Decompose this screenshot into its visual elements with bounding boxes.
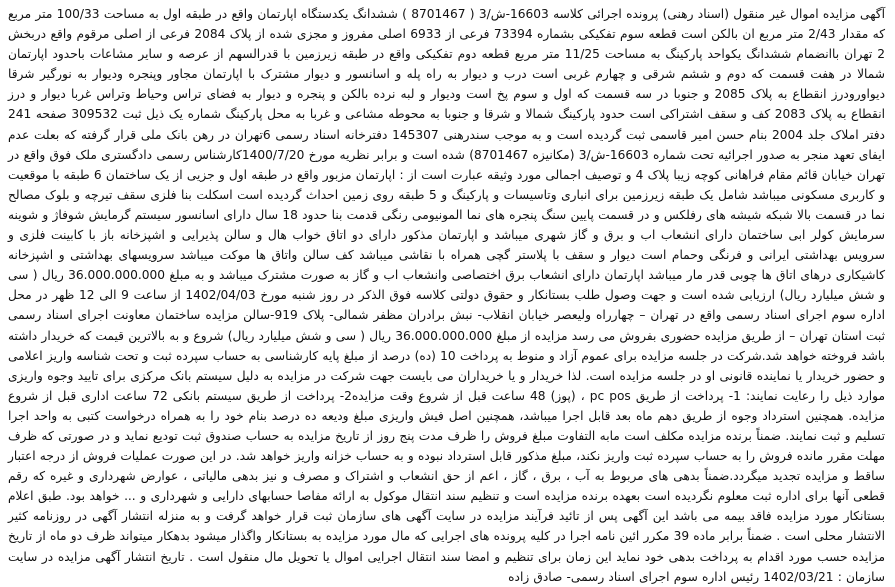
notice-body-text: آگهی مزایده اموال غیر منقول (اسناد رهنی) پرونده اجرائی کلاسه 16603-ش/3 ( 8701467 ) ششدانگ یکدستگاه اپارتمان واقع در طبقه اول به مساحت 100/33 متر مربع که مقدار 2/43 متر مربع ان بالکن است قطعه سوم تفکیکی بشماره 73394 فرعی از 6933 اصلی مفروز و مجزی شده از پلاک 2084 فرعی از اصلی مرقوم واقع دربخش 2 تهران باانضمام ششدانگ یکواحد پارکینگ به مساحت 11/25 متر مربع قطعه دوم تفکیکی واقع در طبقه زیرزمین با قدرالسهم از عرصه و سایر مشاعات باحدود اپارتمان شمالا در هفت قسمت که دوم و ششم شرقی و چهارم غربی است درب و دیوار به راه پله و اسانسور و دیوار مشترک با اپارتمان مجاور وپنجره ودیوار به نورگیر شرقا دیواورودرز انقطاع به پلاک 2085 و جنوبا در سه قسمت که اول و سوم پخ است ودیوار و لبه نرده بالکن و پنجره و دیوار به فضای تراس وحیاط وتراس غربا دیوار و درز انقطاع به پلاک 2083 کف و سقف اشتراکی است حدود پارکینگ شمالا و شرقا و جنوبا به محوطه مشاعی و غربا به محل پارکینگ شماره یک ذیل ثبت 309532 صفحه 241 دفتر املاک جلد 2004 بنام حسن امیر قاسمی ثبت گردیده است و به موجب سندرهنی 145307 دفترخانه اسناد رسمی 6تهران در رهن بانک ملی قرار گرفته که بعلت عدم ایفای تعهد منجر به صدور اجرائیه تحت شماره 16603-ش/3 (مکانیزه 8701467) شده است و برابر نظریه مورخ 1400/7/20کارشناس رسمی دادگستری ملک فوق واقع در تهران خیابان قائم مقام فراهانی کوچه زیبا پلاک 4 و توصیف اجمالی مورد وثیقه عبارت است از : اپارتمان مزبور واقع در طبقه اول و جزیی از یک ساختمان 6 طبقه با موقعیت و کاربری مسکونی میباشد شامل یک طبقه زیرزمین برای انباری وتاسیسات و پارکینگ و 5 طبقه روی زمین احداث گردیده است اسکلت بنا فلزی سقف تیرچه و بلوک مصالح نما در قسمت بالا شبکه شیشه های رفلکس و در قسمت پایین سنگ پنجره های نما المونیومی رنگی قدمت بنا حدود 18 سال دارای اسانسور سیستم گرمایش شوفاژ و شوینه سرمایش کولر ابی ساختمان دارای انشعاب اب و برق و گاز شهری میباشد و اپارتمان مذکور دارای دو اتاق خواب هال و سالن پذیرایی و اشپزخانه باز با کابینت فلزی و سرویس بهداشتی ایرانی و فرنگی وحمام است دیوار و سقف با پلاستر گچی همراه با نقاشی میباشد کف سالن واتاق ها موکت میباشد سرویسهای بهداشتی و اشپزخانه کاشیکاری درهای اتاق ها چوبی قدر مار میباشد اپارتمان دارای انشعاب برق اختصاصی وانشعاب اب و گاز به صورت مشترک میباشد و به مبلغ 36.000.000.000 ریال ( سی و شش میلیارد ریال) ارزیابی شده است و جهت وصول طلب بستانکار و حقوق دولتی کلاسه فوق الذکر در روز شنبه مورخ 1402/04/03 از ساعت 9 الی 12 ظهر در محل اداره سوم اجرای اسناد رسمی واقع در تهران – چهارراه ولیعصر خیابان انقلاب- نبش برادران مظفر شمالی- پلاک 919-سالن مزایده ساختمان معاونت اجرای اسناد رسمی ثبت استان تهران – از طریق مزایده حضوری بفروش می رسد مزایده از مبلغ 36.000.000.000 ریال ( سی و شش میلیارد ریال) شروع و به بالاترین قیمت که خریدار داشته باشد فروخته خواهد شد.شرکت در جلسه مزایده برای عموم آزاد و منوط به پرداخت 10 (ده) درصد از مبلغ پایه کارشناسی به حساب سپرده ثبت و تحت شناسه واریز اعلامی و حضور خریدار یا نماینده قانونی او در جلسه مزایده است. لذا خریدار و یا خریداران می بایست جهت شرکت در مزایده به دلیل سیستم بانک مرکزی برای تایید وجوه واریزی موارد ذیل را رعایت نمایند: 1- پرداخت از طریق pc pos ، (پوز) 48 ساعت قبل از شروع وقت مزایده2- پرداخت از طریق سیستم بانکی 72 ساعت اداری قبل از شروع مزایده. همچنین استرداد وجوه از طریق دهم ماه بعد قابل اجرا میباشد، همچنین اصل فیش واریزی مبلغ ودیعه ده درصد بنام خود را به همراه درخواست کتبی به واحد اجرا تسلیم و ثبت نمایند. ضمناً برنده مزایده مکلف است مابه التفاوت مبلغ فروش را ظرف مدت پنج روز از تاریخ مزایده به حساب صندوق ثبت تودیع نماید و در صورتی که ظرف مهلت مقرر مانده فروش را به حساب سپرده ثبت واریز نکند، مبلغ مذکور قابل استرداد نبوده و به حساب خزانه واریز خواهد شد. در این صورت عملیات فروش از درجه اعتبار ساقط و مزایده تجدید میگردد.ضمناً بدهی های مربوط به آب ، برق ، گاز ، اعم از حق انشعاب و اشتراک و مصرف و نیز بدهی مالیاتی ، عوارض شهرداری و غیره که رقم قطعی آنها برای اداره ثبت معلوم نگردیده است بعهده برنده مزایده است و تنظیم سند انتقال موکول به ارائه مفاصا حسابهای دارایی و شهرداری و ... خواهد بود. طبق اعلام بستانکار مورد مزایده فاقد بیمه می باشد این آگهی پس از تائید فرآیند مزایده در سایت آگهی های سازمان ثبت قرار خواهد گرفت و به منزله انتشار آگهی در روزنامه کثیر الانتشار محلی است . ضمناً برابر ماده 39 مکرر ائین نامه اجرا در کلیه پرونده های اجرایی که مال مورد مزایده به بستانکار واگذار میشود بدهکار میتواند ظرف دو ماه از تاریخ مزایده حسب مورد اقدام به پرداخت بدهی خود نماید این زمان برای تنظیم و امضا سند انتقال اجرایی اموال یا تحویل مال منقول است . تاریخ انتشار آگهی مزایده در سایت سازمان : 1402/03/21 رئیس اداره سوم اجرای اسناد رسمی- صادق زاده bbox=[8, 7, 886, 584]
